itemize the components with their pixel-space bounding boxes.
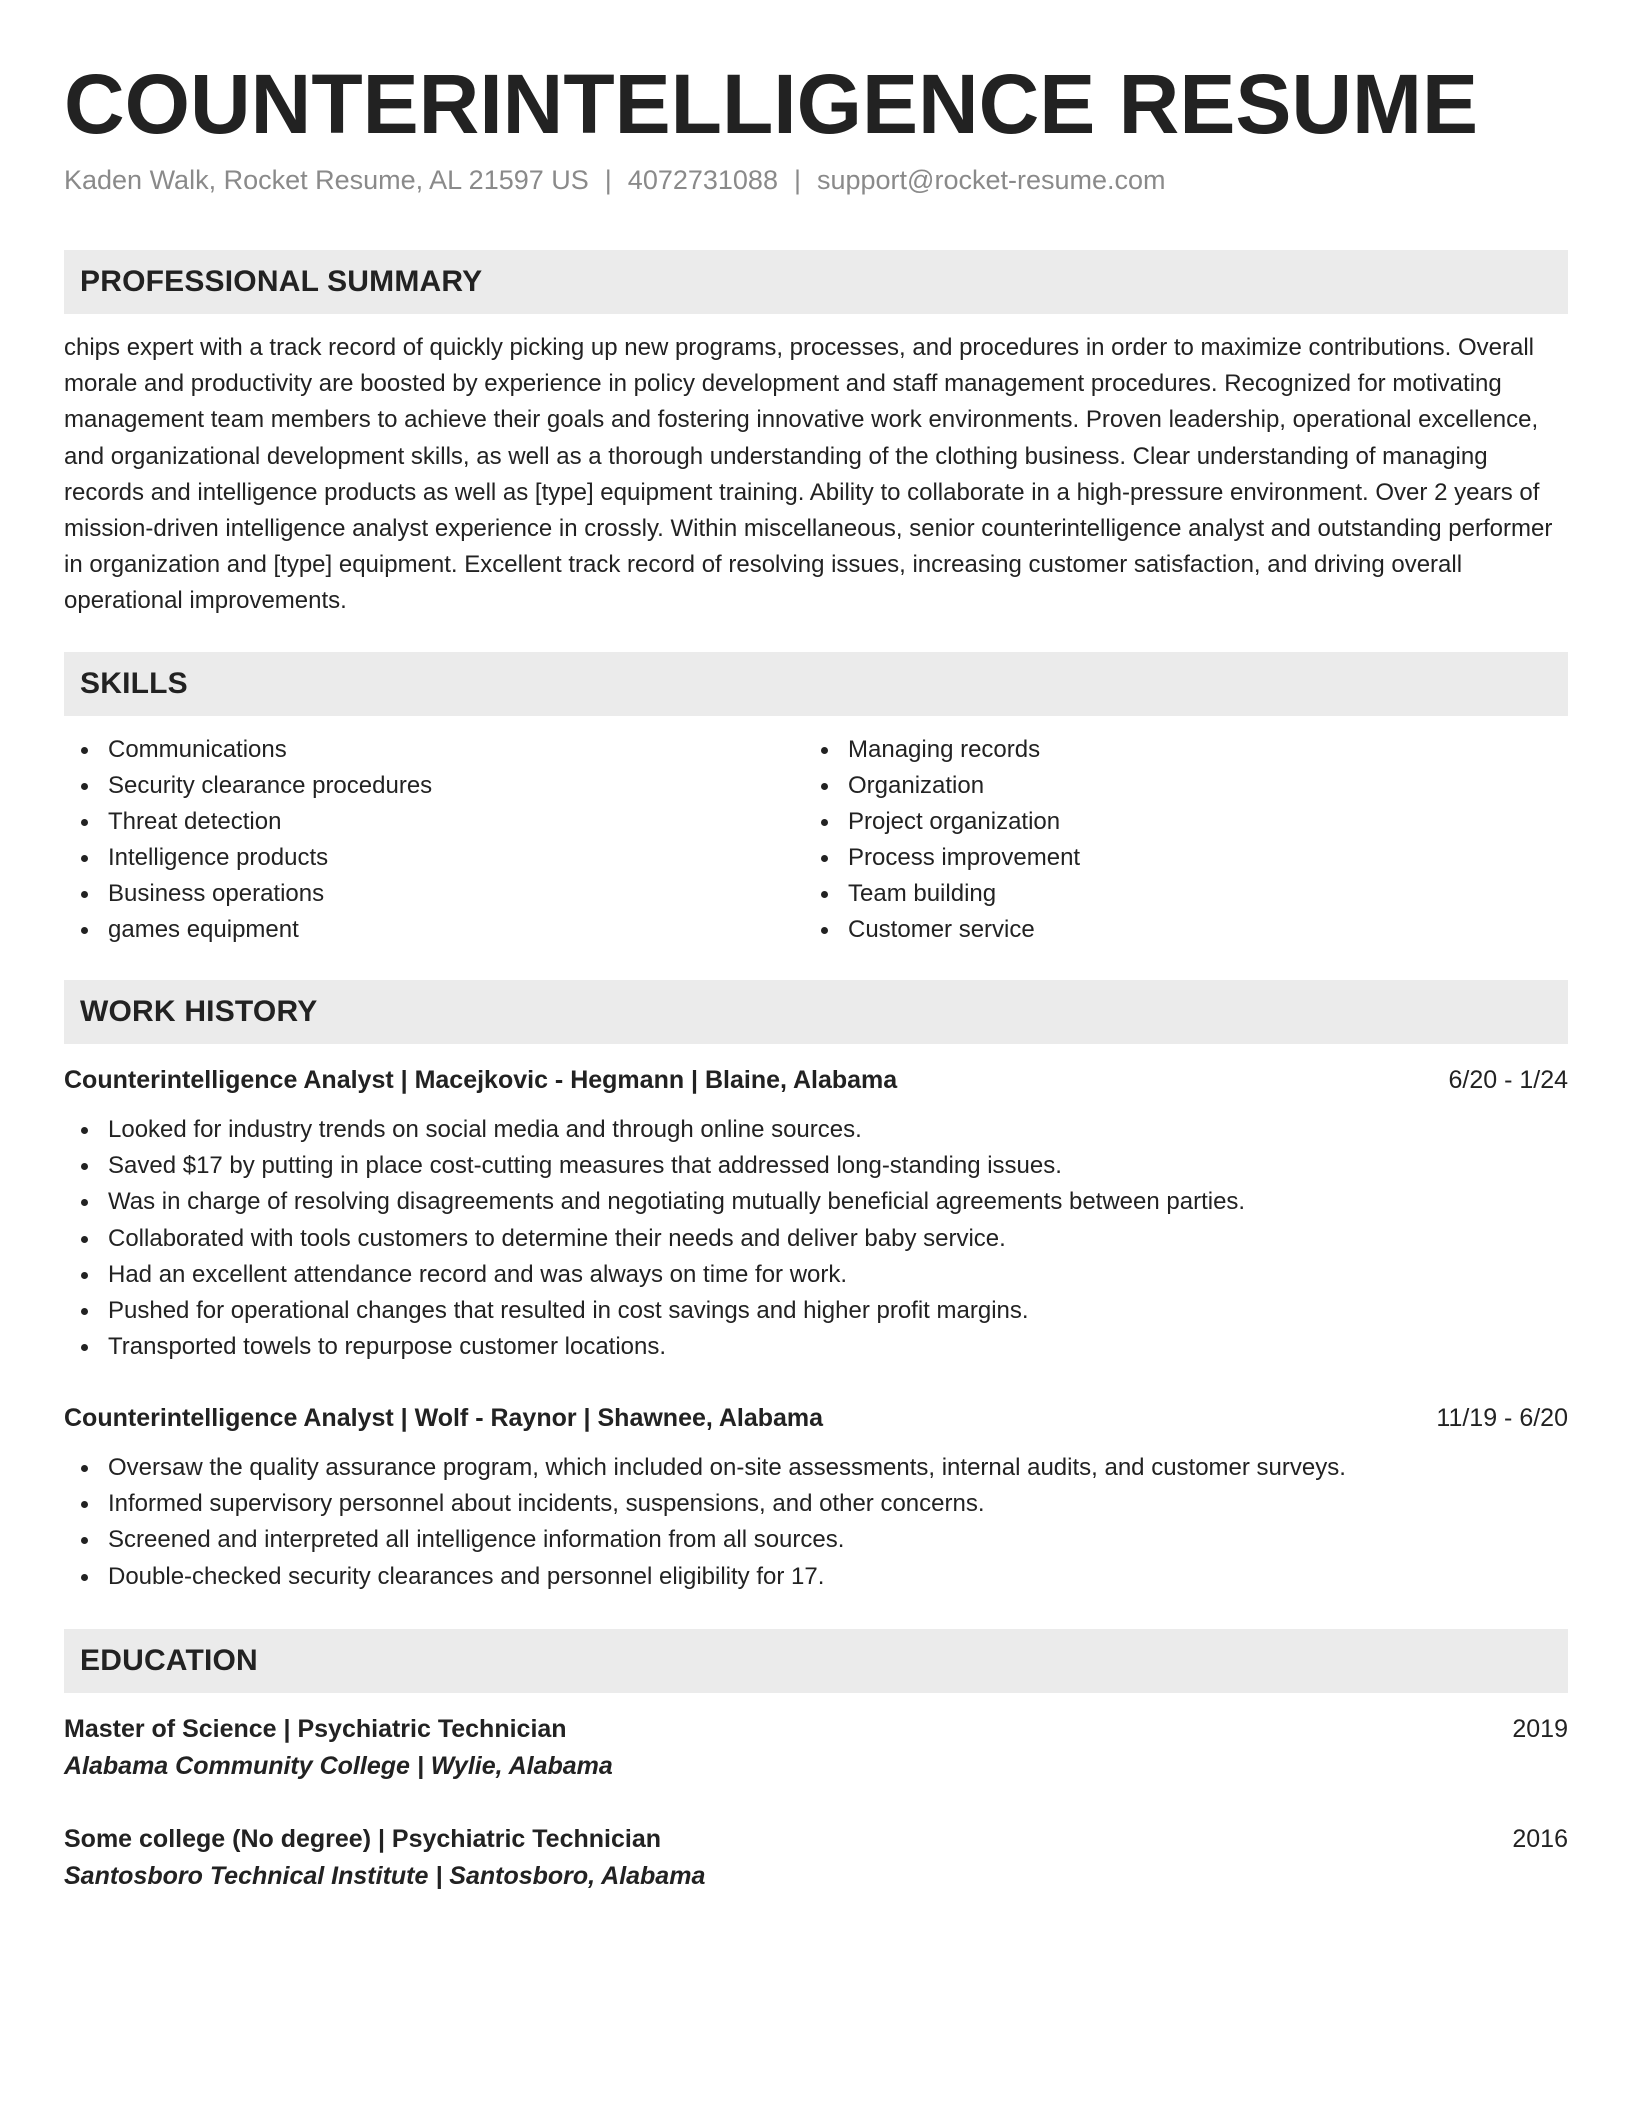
job-bullet: Double-checked security clearances and personnel eligibility for 17. — [64, 1559, 1568, 1595]
contact-line — [64, 162, 1568, 198]
education-header — [64, 1711, 1568, 1748]
job-bullet: Pushed for operational changes that resulted in cost savings and higher profit margins. — [64, 1293, 1568, 1329]
skill-item: Managing records — [804, 732, 1544, 768]
job-bullet: Had an excellent attendance record and was always on time for work. — [64, 1257, 1568, 1293]
section-heading-education: EDUCATION — [64, 1629, 1568, 1693]
skill-item: Security clearance procedures — [64, 768, 804, 804]
education-header — [64, 1821, 1568, 1858]
contact-email: support@rocket-resume.com — [816, 165, 1166, 195]
job-bullet: Screened and interpreted all intelligence information from all sources. — [64, 1522, 1568, 1558]
job-title: Counterintelligence Analyst | Wolf - Raynor | Shawnee, Alabama — [64, 1403, 824, 1432]
job-bullet: Collaborated with tools customers to determine their needs and deliver baby service. — [64, 1221, 1568, 1257]
job-bullet-list — [64, 1112, 1568, 1366]
skills-column-left — [64, 732, 804, 948]
skill-item: Project organization — [804, 804, 1544, 840]
skill-item: Threat detection — [64, 804, 804, 840]
education-degree: Some college (No degree) | Psychiatric Technician — [64, 1824, 661, 1853]
skill-item: games equipment — [64, 912, 804, 948]
resume-title: COUNTERINTELLIGENCE RESUME — [64, 57, 1479, 151]
education-school: Santosboro Technical Institute | Santosboro, Alabama — [64, 1861, 706, 1890]
skill-item: Communications — [64, 732, 804, 768]
contact-separator: | — [793, 165, 801, 195]
education-year: 2019 — [1512, 1714, 1568, 1743]
job-bullet: Transported towels to repurpose customer locations. — [64, 1329, 1568, 1365]
job-header — [64, 1062, 1568, 1098]
job-title: Counterintelligence Analyst | Macejkovic - Hegmann | Blaine, Alabama — [64, 1065, 898, 1094]
skill-item: Organization — [804, 768, 1544, 804]
section-heading-work-history: WORK HISTORY — [64, 980, 1568, 1044]
education-year: 2016 — [1512, 1824, 1568, 1853]
skill-item: Team building — [804, 876, 1544, 912]
job-dates: 6/20 - 1/24 — [1448, 1065, 1568, 1094]
skill-item: Intelligence products — [64, 840, 804, 876]
skill-item: Process improvement — [804, 840, 1544, 876]
skills-column-right — [804, 732, 1544, 948]
education-degree: Master of Science | Psychiatric Technician — [64, 1714, 567, 1743]
section-heading-summary: PROFESSIONAL SUMMARY — [64, 250, 1568, 314]
job-entry — [64, 1400, 1568, 1595]
job-bullet: Oversaw the quality assurance program, which included on-site assessments, internal audits, and customer surveys. — [64, 1450, 1568, 1486]
contact-address: Kaden Walk, Rocket Resume, AL 21597 US — [64, 165, 589, 195]
section-heading-skills: SKILLS — [64, 652, 1568, 716]
job-header — [64, 1400, 1568, 1436]
contact-phone: 4072731088 — [627, 165, 778, 195]
job-entry — [64, 1062, 1568, 1366]
job-bullet-list — [64, 1450, 1568, 1595]
skill-item: Business operations — [64, 876, 804, 912]
job-bullet: Was in charge of resolving disagreements and negotiating mutually beneficial agreements between parties. — [64, 1184, 1568, 1220]
education-entry — [64, 1821, 1568, 1895]
education-school: Alabama Community College | Wylie, Alabama — [64, 1751, 613, 1780]
skills-list — [64, 732, 1568, 948]
job-bullet: Saved $17 by putting in place cost-cutting measures that addressed long-standing issues. — [64, 1148, 1568, 1184]
job-bullet: Informed supervisory personnel about incidents, suspensions, and other concerns. — [64, 1486, 1568, 1522]
education-entry — [64, 1711, 1568, 1785]
summary-text: chips expert with a track record of quickly picking up new programs, processes, and procedures in order to maximize contributions. Overall morale and productivity are boosted by experience in policy development and staff management procedures. Recognized for motivating management team members to achieve their goals and fostering innovative work environments. Proven leadership, operational excellence, and organizational development skills, as well as a thorough understanding of the clothing business. Clear understanding of managing records and intelligence products as well as [type] equipment training. Ability to collaborate in a high-pressure environment. Over 2 years of mission-driven intelligence analyst experience in crossly. Within miscellaneous, senior counterintelligence analyst and outstanding performer in organization and [type] equipment. Excellent track record of resolving issues, increasing customer satisfaction, and driving overall operational improvements. — [64, 334, 1553, 615]
job-dates: 11/19 - 6/20 — [1436, 1403, 1568, 1432]
contact-separator: | — [604, 165, 612, 195]
skill-item: Customer service — [804, 912, 1544, 948]
job-bullet: Looked for industry trends on social media and through online sources. — [64, 1112, 1568, 1148]
